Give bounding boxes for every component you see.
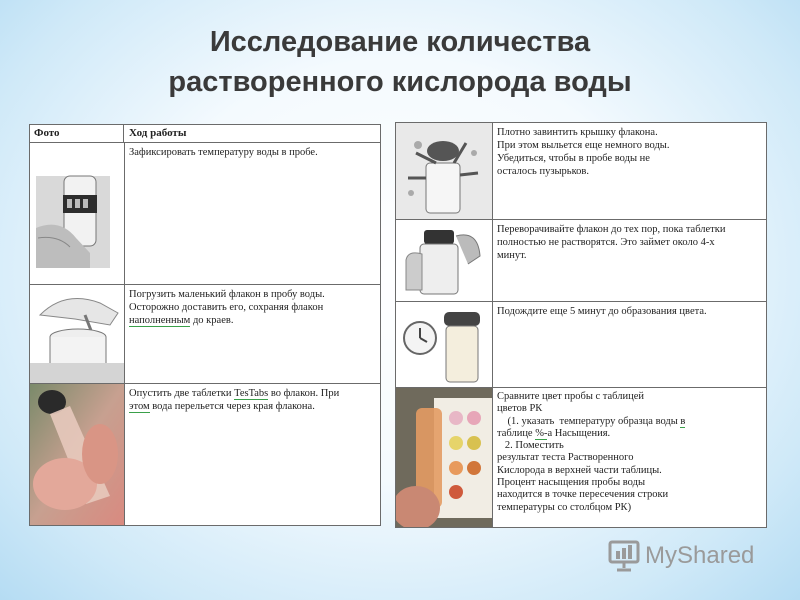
step-line: Погрузить маленький флакон в пробу воды.: [129, 289, 325, 300]
step-line: [129, 387, 376, 400]
text-part: во флакон. При: [268, 388, 340, 399]
immersion-flask-image: [30, 285, 124, 383]
table-row: [30, 142, 380, 284]
step-line: полностью не растворятся. Это займет около 4-х: [497, 237, 715, 248]
underlined-word: в: [680, 415, 686, 427]
table-row: [396, 387, 766, 527]
step-text: [493, 220, 766, 301]
table-row: [396, 219, 766, 301]
step-line: температуры со столбцом РК): [497, 501, 632, 513]
underlined-word: %-: [535, 427, 548, 439]
header-photo: Фото: [30, 125, 124, 142]
table-row: [30, 284, 380, 383]
right-procedure-table: [395, 122, 767, 528]
table-row: [396, 123, 766, 219]
step-line: Процент насыщения пробы воды: [497, 477, 645, 489]
step-line: минут.: [497, 250, 527, 261]
photo-compare-cell: [396, 388, 493, 527]
thermometer-bottle-image: [30, 143, 124, 284]
photo-thermometer-cell: [30, 143, 125, 284]
step-text: Подождите еще 5 минут до образования цвета.: [497, 306, 707, 317]
myshared-logo[interactable]: [607, 538, 754, 574]
step-line: результат теста Растворенного: [497, 452, 634, 464]
step-line: При этом выльется еще немного воды.: [497, 140, 670, 151]
tablet-drop-image: [30, 384, 124, 525]
cap-screw-image: [396, 123, 492, 219]
photo-wait-cell: [396, 302, 493, 387]
text-part: а Насыщения.: [547, 427, 611, 439]
step-text: Зафиксировать температуру воды в пробе.: [129, 147, 318, 158]
invert-flask-image: [396, 220, 492, 301]
underlined-word: наполненным: [129, 315, 191, 326]
step-line: Осторожно доставить его, сохраняя флакон: [129, 302, 324, 313]
step-text: [125, 285, 380, 383]
text-part: (1. указать температуру образца воды: [497, 415, 681, 427]
logo-text: MyShared: [645, 542, 755, 569]
title-line-1: Исследование количества: [209, 26, 591, 58]
step-line: Переворачивайте флакон до тех пор, пока таблетки: [497, 224, 726, 235]
photo-immersion-cell: [30, 285, 125, 383]
step-text: [493, 388, 766, 527]
table-row: [396, 301, 766, 387]
step-line: осталось пузырьков.: [497, 166, 589, 177]
step-line: Сравните цвет пробы с таблицей: [497, 391, 645, 402]
step-line: Кислорода в верхней части таблицы.: [497, 464, 662, 476]
header-work: Ход работы: [129, 127, 187, 139]
step-line: 2. Поместить: [497, 440, 564, 452]
step-line-rest: до краев.: [190, 315, 234, 326]
step-line: [129, 314, 376, 327]
text-part: таблице: [497, 427, 536, 439]
step-line: [497, 416, 762, 428]
step-line: Плотно завинтить крышку флакона.: [497, 127, 658, 138]
step-text: [493, 123, 766, 219]
step-line: Убедиться, чтобы в пробе воды не: [497, 153, 650, 164]
underlined-word: этом: [129, 401, 150, 412]
text-part: вода перельется через края флакона.: [149, 401, 315, 412]
timer-flask-image: [396, 302, 492, 387]
table-row: [30, 383, 380, 525]
color-chart-image: [396, 388, 492, 527]
step-line: [129, 400, 376, 413]
table-header-row: [30, 125, 380, 142]
step-text: [125, 384, 380, 525]
slide-title: [0, 22, 800, 102]
photo-tablet-cell: [30, 384, 125, 525]
title-line-2: растворенного кислорода воды: [168, 66, 632, 98]
underlined-word: TesTabs: [234, 388, 269, 399]
text-part: Опустить две таблетки: [129, 388, 235, 399]
left-procedure-table: [29, 124, 381, 526]
myshared-logo-icon: [607, 540, 641, 572]
photo-invert-cell: [396, 220, 493, 301]
step-line: [497, 428, 762, 440]
step-line: цветов РК: [497, 403, 543, 415]
photo-cap-cell: [396, 123, 493, 219]
step-line: находится в точке пересечения строки: [497, 489, 669, 501]
